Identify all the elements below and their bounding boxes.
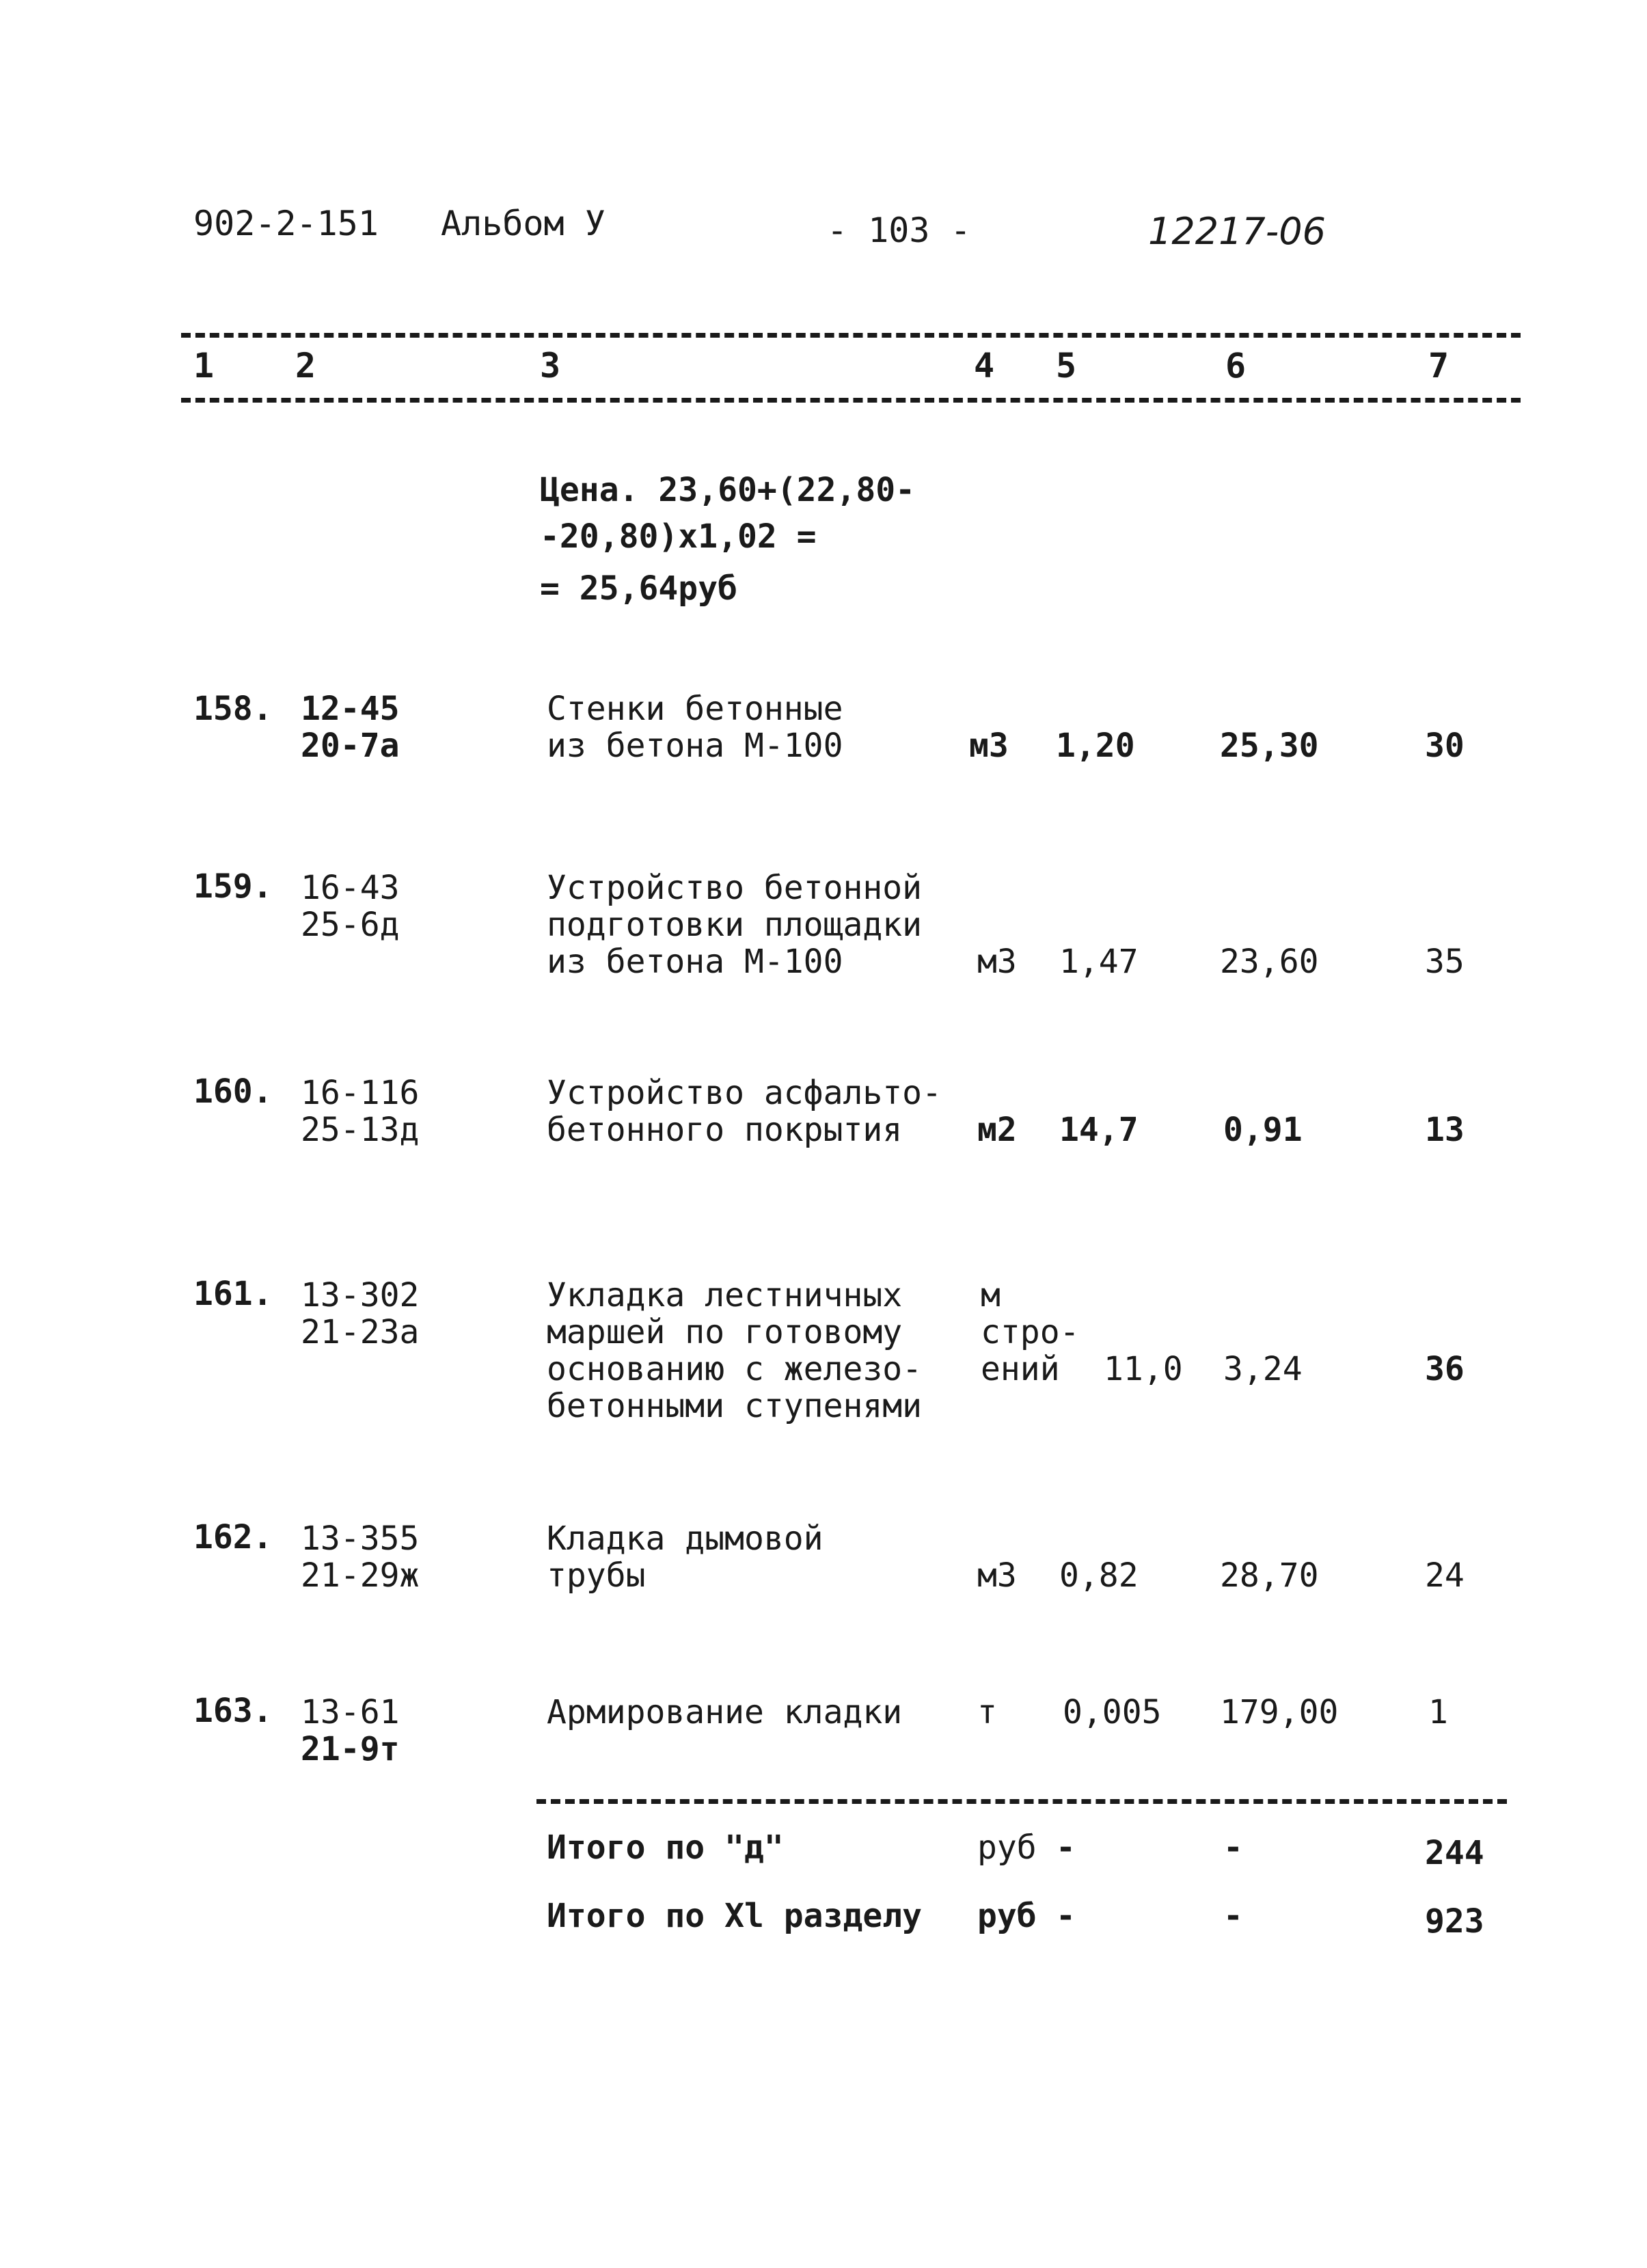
column-number-6: 6 [1225,346,1247,386]
row-total: 13 [1425,1111,1465,1149]
row-number: 161. [193,1275,273,1313]
totals-value: 923 [1425,1902,1484,1941]
row-price: 23,60 [1220,943,1319,981]
totals-unit: руб [977,1897,1037,1935]
row-code: 21-23а [301,1313,420,1351]
document-code: 902-2-151 [193,204,379,243]
row-quantity: 11,0 [1104,1350,1183,1388]
row-code: 16-43 [301,869,400,907]
totals-label: Итого по Хl разделу [547,1897,923,1935]
totals-unit: руб [977,1828,1037,1867]
row-description-line: маршей по готовому [547,1313,903,1351]
row-number: 160. [193,1072,273,1111]
row-unit: ений [981,1350,1060,1388]
row-unit: м3 [969,727,1009,765]
row-unit: м2 [977,1111,1017,1149]
column-number-3: 3 [540,346,561,386]
row-number: 158. [193,690,273,728]
row-code: 12-45 [301,690,400,728]
row-quantity: 0,005 [1063,1693,1162,1731]
row-price: 28,70 [1220,1556,1319,1595]
row-unit: стро- [981,1313,1080,1351]
row-quantity: 1,20 [1056,727,1135,765]
handwritten-code: 12217-06 [1148,210,1326,253]
totals-dash: - [1056,1897,1076,1935]
row-unit: м3 [977,1556,1017,1595]
price-note-line-1: Цена. 23,60+(22,80- [540,471,916,509]
row-description-line: основанию с железо- [547,1350,923,1388]
row-total: 24 [1425,1556,1465,1595]
column-number-2: 2 [295,346,316,386]
album-label: Альбом У [441,204,605,243]
row-unit: м [981,1276,1001,1314]
row-code: 13-302 [301,1276,420,1314]
header-rule-bottom [181,398,1521,403]
totals-rule [536,1799,1507,1804]
row-description-line: бетонными ступенями [547,1387,923,1425]
row-code: 13-355 [301,1520,420,1558]
row-description-line: трубы [547,1556,646,1595]
totals-label: Итого по "д" [547,1828,784,1867]
row-total: 36 [1425,1350,1465,1388]
row-code: 21-29ж [301,1556,420,1595]
row-description-line: Устройство асфальто- [547,1074,942,1112]
row-description-line: из бетона М-100 [547,727,843,765]
header-rule-top [181,333,1521,338]
page-number: - 103 - [827,211,971,250]
row-description-line: Стенки бетонные [547,690,843,728]
column-number-1: 1 [193,346,215,386]
row-unit: м3 [977,943,1017,981]
row-description-line: из бетона М-100 [547,943,843,981]
row-price: 179,00 [1220,1693,1339,1731]
row-number: 163. [193,1692,273,1730]
row-unit: т [977,1693,997,1731]
row-number: 159. [193,867,273,906]
totals-value: 244 [1425,1834,1484,1872]
row-description-line: Кладка дымовой [547,1520,824,1558]
row-number: 162. [193,1518,273,1556]
row-total: 35 [1425,943,1465,981]
row-description-line: Устройство бетонной [547,869,923,907]
price-note-line-2: -20,80)х1,02 = [540,517,817,556]
row-price: 3,24 [1223,1350,1303,1388]
price-note-line-3: = 25,64руб [540,569,737,608]
totals-dash: - [1223,1828,1243,1867]
row-description-line: подготовки площадки [547,906,923,944]
column-number-5: 5 [1056,346,1077,386]
totals-dash: - [1056,1828,1076,1867]
row-code: 20-7а [301,727,400,765]
row-total: 1 [1428,1693,1448,1731]
row-code: 25-13д [301,1111,420,1149]
row-code: 21-9т [301,1730,400,1768]
row-quantity: 1,47 [1059,943,1139,981]
row-quantity: 0,82 [1059,1556,1139,1595]
row-price: 0,91 [1223,1111,1303,1149]
row-code: 13-61 [301,1693,400,1731]
totals-dash: - [1223,1897,1243,1935]
row-description-line: Армирование кладки [547,1693,903,1731]
column-number-4: 4 [974,346,995,386]
row-description-line: бетонного покрытия [547,1111,903,1149]
row-quantity: 14,7 [1059,1111,1139,1149]
row-code: 16-116 [301,1074,420,1112]
row-price: 25,30 [1220,727,1319,765]
row-code: 25-6д [301,906,400,944]
row-description-line: Укладка лестничных [547,1276,903,1314]
row-total: 30 [1425,727,1465,765]
column-number-7: 7 [1428,346,1449,386]
